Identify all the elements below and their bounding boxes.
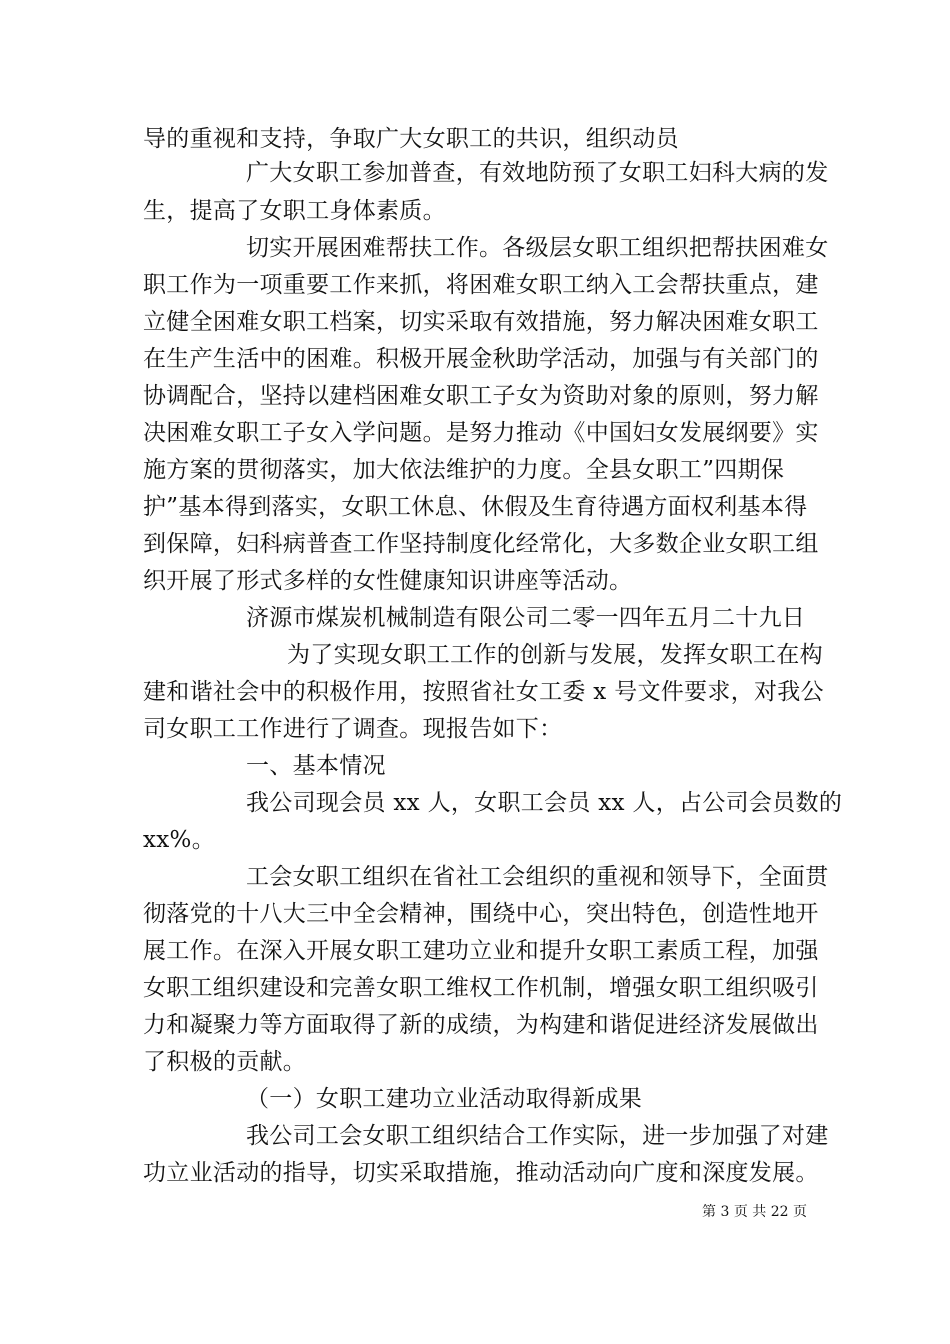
text-line: 了积极的贡献。 [143,1049,307,1075]
text-line: 力和凝聚力等方面取得了新的成绩，为构建和谐促进经济发展做出 [143,1012,819,1038]
text-line: 决困难女职工子女入学问题。是努力推动《中国妇女发展纲要》实 [143,420,819,446]
text-line: 为了实现女职工工作的创新与发展，发挥女职工在构 [287,642,823,668]
text-line: 织开展了形式多样的女性健康知识讲座等活动。 [143,568,633,594]
text-line: 职工作为一项重要工作来抓，将困难女职工纳入工会帮扶重点，建 [143,272,819,298]
text-line: 广大女职工参加普查，有效地防预了女职工妇科大病的发 [246,160,829,186]
text-line: 生，提高了女职工身体素质。 [143,198,446,224]
text-line: 到保障，妇科病普查工作坚持制度化经常化，大多数企业女职工组 [143,531,819,557]
text-line: 彻落党的十八大三中全会精神，围绕中心，突出特色，创造性地开 [143,901,819,927]
text-line: 司女职工工作进行了调查。现报告如下： [143,716,563,742]
signature-date-line: 济源市煤炭机械制造有限公司二零一四年五月二十九日 [246,605,806,631]
text-line: 展工作。在深入开展女职工建功立业和提升女职工素质工程，加强 [143,938,819,964]
text-line: 施方案的贯彻落实，加大依法维护的力度。全县女职工”四期保 [143,457,785,483]
text-line: 建和谐社会中的积极作用，按照省社女工委 x 号文件要求，对我公 [143,679,824,705]
text-line: 工会女职工组织在省社工会组织的重视和领导下，全面贯 [246,864,829,890]
text-line: 在生产生活中的困难。积极开展金秋助学活动，加强与有关部门的 [143,346,819,372]
text-line: 切实开展困难帮扶工作。各级层女职工组织把帮扶困难女 [246,235,829,261]
text-line: 我公司现会员 xx 人，女职工会员 xx 人，占公司会员数的 [246,790,843,816]
subsection-heading: （一）女职工建功立业活动取得新成果 [246,1086,643,1112]
page-footer: 第 3 页 共 22 页 [702,1204,807,1220]
text-line: 立健全困难女职工档案，切实采取有效措施，努力解决困难女职工 [143,309,819,335]
text-line: 功立业活动的指导，切实采取措施，推动活动向广度和深度发展。 [143,1160,819,1186]
text-line: 协调配合，坚持以建档困难女职工子女为资助对象的原则，努力解 [143,383,819,409]
text-line: 导的重视和支持，争取广大女职工的共识，组织动员 [143,126,679,152]
text-line: 我公司工会女职工组织结合工作实际，进一步加强了对建 [246,1123,829,1149]
section-heading: 一、基本情况 [246,753,386,779]
text-line: xx%。 [143,827,215,853]
text-line: 女职工组织建设和完善女职工维权工作机制，增强女职工组织吸引 [143,975,819,1001]
text-line: 护”基本得到落实，女职工休息、休假及生育待遇方面权利基本得 [143,494,808,520]
